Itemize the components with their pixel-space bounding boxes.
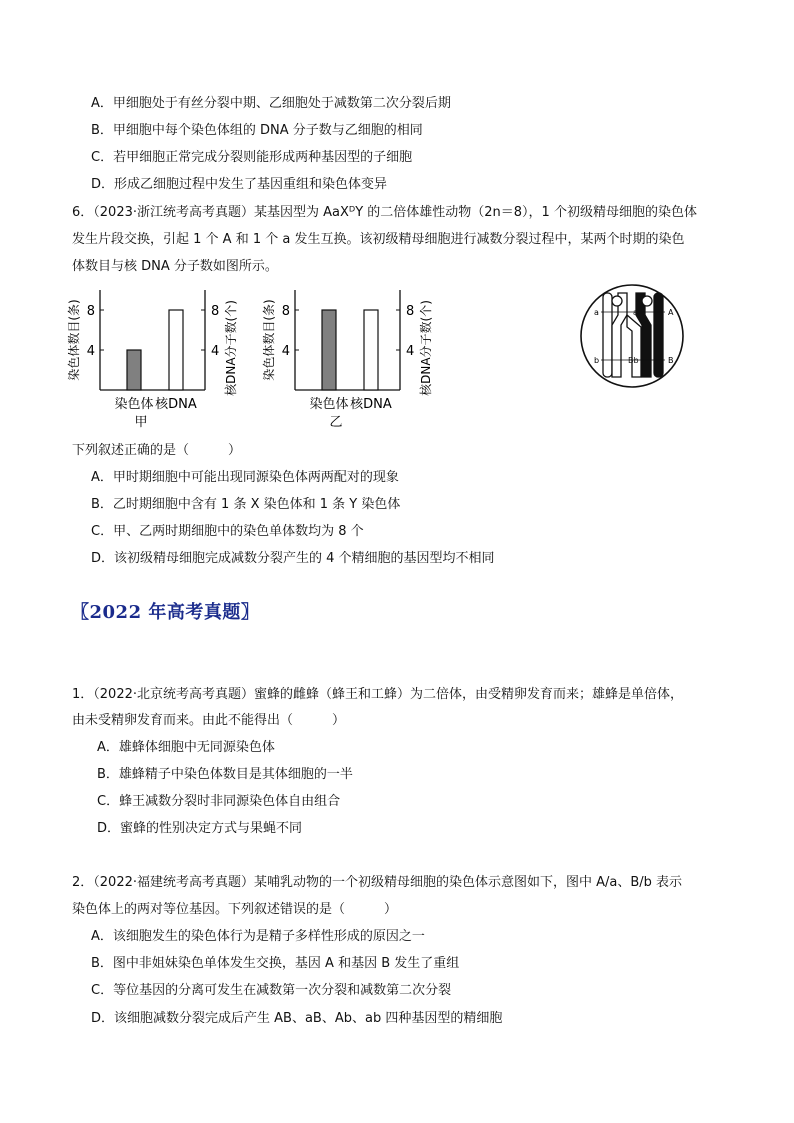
chromatid-left-outer — [603, 293, 612, 377]
q1-stem-line1: 1．（2022·北京统考高考真题）蜜蜂的雌蜂（蜂王和工蜂）为二倍体，由受精卵发育而来；雄蜂是单倍体， — [72, 687, 683, 702]
centromere-right — [642, 296, 652, 306]
tick-label-right-4: 4 — [211, 344, 220, 359]
prev-option-c: C．若甲细胞正常完成分裂则能形成两种基因型的子细胞 — [91, 150, 413, 165]
category-label-0: 染色体 — [309, 397, 349, 412]
bar-dna — [364, 310, 378, 390]
prev-option-d: D．形成乙细胞过程中发生了基因重组和染色体变异 — [91, 177, 388, 192]
tick-label-right-4: 4 — [406, 344, 415, 359]
chart-yi — [255, 285, 435, 435]
q6-option-b: B．乙时期细胞中含有 1 条 X 染色体和 1 条 Y 染色体 — [91, 497, 401, 512]
tick-label-left-8: 8 — [281, 304, 290, 319]
q6-stem-line3: 体数目与核 DNA 分子数如图所示。 — [72, 259, 278, 274]
gene-label-a: a — [594, 308, 599, 317]
gene-label-A: A — [668, 308, 674, 317]
q2-option-d: D．该细胞减数分裂完成后产生 AB、aB、Ab、ab 四种基因型的精细胞 — [91, 1011, 503, 1026]
panel-title: 乙 — [329, 415, 343, 430]
chromatid-crossover — [627, 315, 641, 377]
q2-stem-line2: 染色体上的两对等位基因。下列叙述错误的是（ ） — [72, 902, 398, 917]
q1-option-b: B．雄蜂精子中染色体数目是其体细胞的一半 — [97, 767, 353, 782]
bar-chromosome — [127, 350, 141, 390]
q6-stem-line2: 发生片段交换，引起 1 个 A 和 1 个 a 发生互换。该初级精母细胞进行减数分裂过程中，某两个时期的染色 — [72, 232, 685, 247]
q1-option-d: D．蜜蜂的性别决定方式与果蝇不同 — [97, 821, 303, 836]
section-heading-2022: 〖2022 年高考真题〗 — [71, 602, 260, 623]
category-label-1: 核DNA — [350, 397, 392, 412]
tick-label-left-4: 4 — [281, 344, 290, 359]
q6-option-a: A．甲时期细胞中可能出现同源染色体两两配对的现象 — [91, 470, 399, 485]
gene-label-B: B — [668, 356, 674, 365]
chart-jia — [60, 285, 240, 435]
y-axis-label-left: 染色体数目(条) — [262, 299, 276, 381]
q6-prompt: 下列叙述正确的是（ ） — [72, 443, 242, 458]
q2-option-c: C．等位基因的分离可发生在减数第一次分裂和减数第二次分裂 — [91, 983, 452, 998]
q2-option-a: A．该细胞发生的染色体行为是精子多样性形成的原因之一 — [91, 929, 425, 944]
q1-option-a: A．雄蜂体细胞中无同源染色体 — [97, 740, 275, 755]
q2-stem-line1: 2．（2022·福建统考高考真题）某哺乳动物的一个初级精母细胞的染色体示意图如下，图中 A/a、B/b 表示 — [72, 875, 683, 890]
centromere-left — [612, 296, 622, 306]
y-axis-label-right: 核DNA分子数(个) — [224, 300, 238, 396]
q1-stem-line2: 由未受精卵发育而来。由此不能得出（ ） — [72, 713, 346, 728]
bar-dna — [169, 310, 183, 390]
q6-option-d: D．该初级精母细胞完成减数分裂产生的 4 个精细胞的基因型均不相同 — [91, 551, 495, 566]
gene-label-Bb: Bb — [628, 356, 639, 365]
category-label-0: 染色体 — [114, 397, 154, 412]
q6-option-c: C．甲、乙两时期细胞中的染色单体数均为 8 个 — [91, 524, 364, 539]
panel-title: 甲 — [134, 415, 148, 430]
prev-option-a: A．甲细胞处于有丝分裂中期、乙细胞处于减数第二次分裂后期 — [91, 96, 451, 111]
tick-label-left-8: 8 — [86, 304, 95, 319]
q2-option-b: B．图中非姐妹染色单体发生交换，基因 A 和基因 B 发生了重组 — [91, 956, 460, 971]
q1-option-c: C．蜂王减数分裂时非同源染色体自由组合 — [97, 794, 341, 809]
y-axis-label-left: 染色体数目(条) — [67, 299, 81, 381]
gene-label-aA: aA — [633, 308, 644, 317]
gene-label-b: b — [594, 356, 600, 365]
tick-label-right-8: 8 — [211, 304, 220, 319]
y-axis-label-right: 核DNA分子数(个) — [419, 300, 433, 396]
cell-chromosome-diagram — [577, 283, 687, 391]
q6-stem-line1: 6．（2023·浙江统考高考真题）某基因型为 AaXᴰY 的二倍体雄性动物（2n＝8），1 个初级精母细胞的染色体 — [72, 205, 697, 220]
category-label-1: 核DNA — [155, 397, 197, 412]
bar-chromosome — [322, 310, 336, 390]
tick-label-left-4: 4 — [86, 344, 95, 359]
tick-label-right-8: 8 — [406, 304, 415, 319]
chromatid-right-outer — [654, 293, 663, 377]
prev-option-b: B．甲细胞中每个染色体组的 DNA 分子数与乙细胞的相同 — [91, 123, 423, 138]
